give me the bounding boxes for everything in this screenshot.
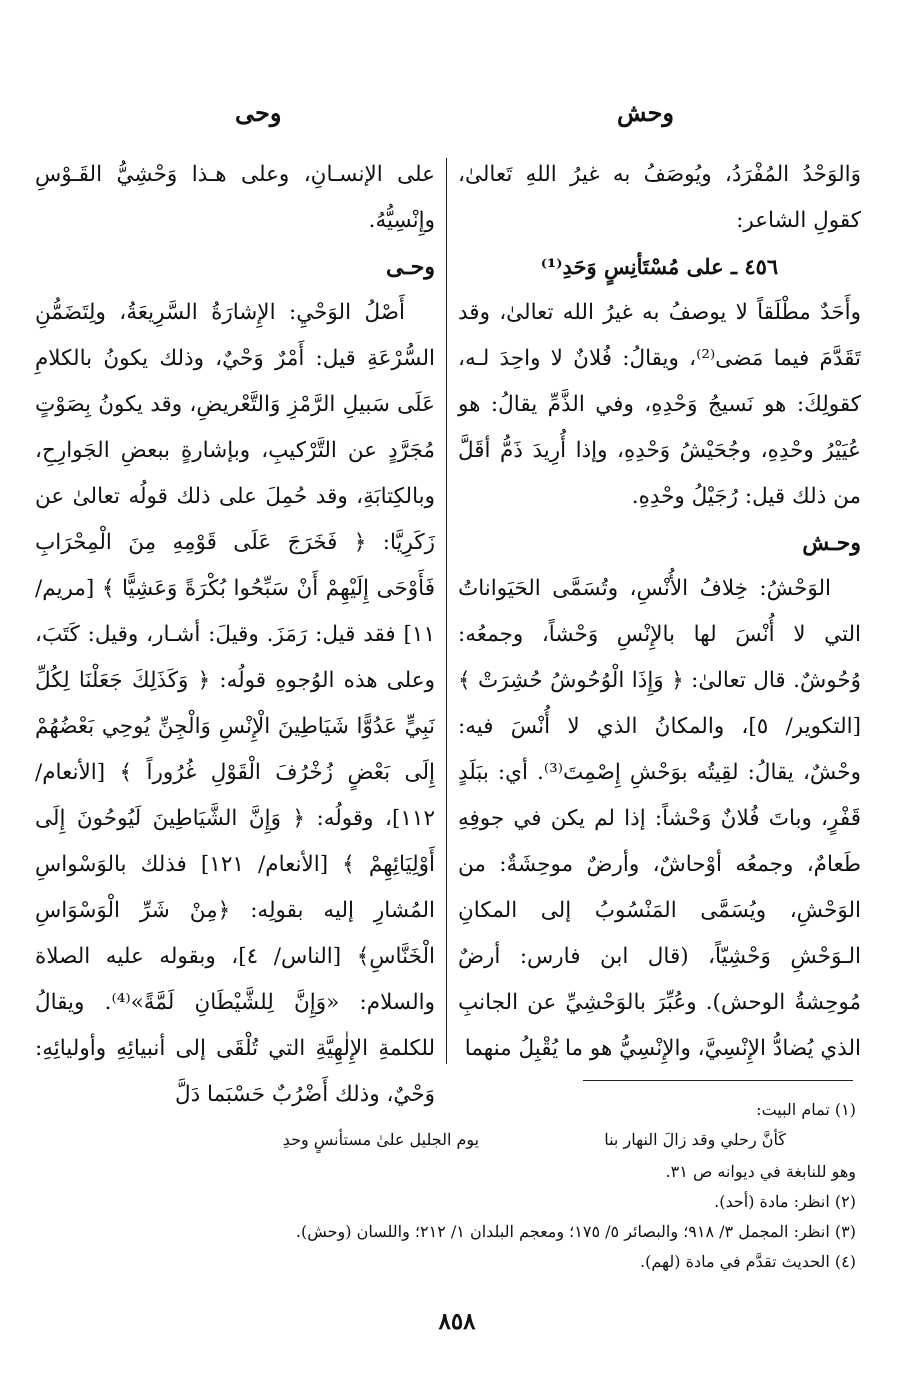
poetry-verse: ٤٥٦ ـ على مُسْتَأنِسٍ وَحَدِ⁽¹⁾ [540,254,779,279]
footnote-1-hemistich-1: كَأنَّ رحلي وقد زالَ النهار بنا [604,1130,786,1149]
running-header-right: وحش [616,98,674,127]
right-paragraph-2: وأَحَدٌ مطْلَقاً لا يوصفُ به غيرُ الله تعالىٰ، وقد تَقَدَّمَ فيما مَضى⁽²⁾، ويقالُ: فُلانٌ لا واحِدَ لـه، كقولِكَ: هو نَسيجُ وَحْدِهِ، وفي الذَّمِّ يقالُ: هو عُيَيْرُ وحْدِهِ، وجُحَيْشُ وَحْدِهِ، وإذا أُرِيدَ ذَمُّ أقَلَّ من ذلك قيل: رُجَيْلُ وحْدِهِ. [458,300,861,509]
right-paragraph-1: وَالوَحْدُ المُفْرَدُ، ويُوصَفُ به غيرُ اللهِ تَعالىٰ، كقولِ الشاعر: [458,162,861,233]
footnote-1-hemistich-2: يوم الجليل علىٰ مستأنسٍ وحدِ [282,1130,480,1149]
page-number: ٨٥٨ [438,1308,476,1335]
column-divider [446,158,447,1064]
running-header-left: وحى [235,98,282,127]
footnote-2: (٢) انظر: مادة (أحد). [714,1192,856,1211]
left-paragraph-1: على الإنسـانِ، وعلى هـذا وَحْشِيُّ القَـوْسِ وإِنْسِيُّهُ. [35,162,435,233]
left-column [35,152,435,1118]
footnote-4: (٤) الحديث تقدَّم في مادة (لهم). [640,1252,856,1271]
footnote-1-source: وهو للنابغة في ديوانه ص ٣١. [665,1162,856,1181]
right-paragraph-3: الوَحْشُ: خِلافُ الأُنْسِ، وتُسَمَّى الحَيَواناتُ التي لا أُنْسَ لها بالإِنْسِ وَحْشاً، وجمعُه: وُحُوشٌ. قال تعالىٰ: ﴿ وَإِذَا الْوُحُوشُ حُشِرَتْ ﴾ [التكوير/ ٥]، والمكانُ الذي لا أُنْسَ فيه: وحْشٌ، يقالُ: لقِيتُه بوَحْشِ إِصْمِتَ⁽³⁾. أي: ببَلَدٍ قَفْرٍ، وباتَ فُلانٌ وَحْشاً: إذا لم يكن في جوفِهِ طَعامٌ، وجمعُه أوْحاشٌ، وأرضٌ موحِشَةٌ: من الوَحْشِ، ويُسَمَّى المَنْسُوبُ إلى المكانِ الـوَحْشِ وَحْشِيّاً، (قال ابن فارس: أرضٌ مُوحِشةُ الوحش). وعُبِّرَ بالوَحْشِيِّ عن الجانبِ الذي يُضادُّ الإِنْسِيَّ، والإِنْسِيُّ هو ما يُقْبِلُ منهما [458,576,861,1061]
footnote-1-verse [36,1128,856,1152]
footnote-3: (٣) انظر: المجمل ٣/ ٩١٨؛ والبصائر ٥/ ١٧٥؛ ومعجم البلدان ١/ ٢١٢؛ واللسان (وحش). [295,1222,856,1241]
entry-heading-wahsh: وحـش [802,530,861,556]
footnote-divider [583,1080,853,1081]
left-paragraph-2: أَصْلُ الوَحْيِ: الإِشارَةُ السَّرِيعَةُ، ولِتَضَمُّنِ السُّرْعَةِ قيل: أَمْرٌ وَحْيٌ، وذلك يكونُ بالكلامِ عَلَى سَبيلِ الرَّمْزِ وَالتَّعْريضِ، وقد يكونُ بِصَوْتٍ مُجَرَّدٍ عن التَّرْكيبِ، وبإشارةٍ ببعضِ الجَوارِحِ، وبالكِتابَةِ، وقد حُمِلَ على ذلك قولُه تعالىٰ عن زَكَرِيَّا: ﴿ فَخَرَجَ عَلَى قَوْمِهِ مِنَ الْمِحْرَابِ فَأَوْحَى إِلَيْهِمْ أَنْ سَبِّحُوا بُكْرَةً وَعَشِيًّا ﴾ [مريم/١١] فقد قيل: رَمَزَ. وقيلَ: أشـار، وقيل: كَتَبَ، وعلى هذه الوُجوهِ قولُه: ﴿ وَكَذَلِكَ جَعَلْنَا لِكُلِّ نَبِيٍّ عَدُوًّا شَيَاطِينَ الْإِنْسِ وَالْجِنِّ يُوحِي بَعْضُهُمْ إِلَى بَعْضٍ زُخْرُفَ الْقَوْلِ غُرُوراً ﴾ [الأنعام/ ١١٢]، وقولُه: ﴿ وَإِنَّ الشَّيَاطِينَ لَيُوحُونَ إِلَى أَوْلِيَائِهِمْ ﴾ [الأنعام/ ١٢١] فذلك بالوَسْواسِ المُشارِ إليه بقولِه: ﴿مِنْ شَرِّ الْوَسْوَاسِ الْخَنَّاسِ﴾ [الناس/ ٤]، وبقوله عليه الصلاة والسلام: «وَإِنَّ لِلشَّيْطَانِ لَمَّةً»⁽⁴⁾. ويقالُ للكلمةِ الإِلٰهِيَّةِ التي تُلْقَى إلى أنبيائِهِ وأوليائِهِ: وَحْيٌ، وذلك أَضْرُبٌ حَسْبَما دَلَّ [35,300,435,1107]
footnote-1-label: (١) تمام البيت: [756,1100,856,1119]
right-column [458,152,861,1072]
entry-heading-wahy: وحـى [385,254,435,280]
